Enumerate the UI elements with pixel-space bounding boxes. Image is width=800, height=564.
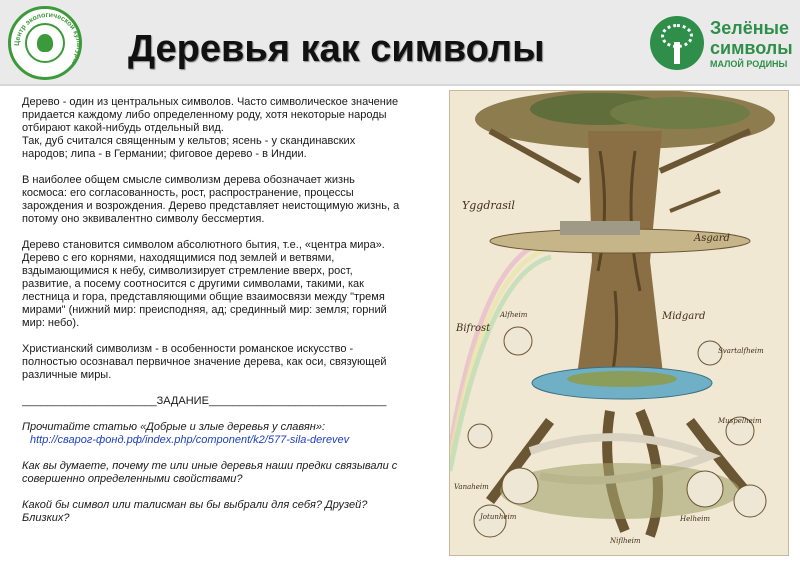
- label-bifrost: Bifrost: [456, 323, 491, 334]
- label-asgard: Asgard: [694, 233, 730, 244]
- yggdrasil-illustration: [449, 90, 789, 556]
- cosmos-paragraph: В наиболее общем смысле символизм дерева обозначает жизнь космоса: его согласованность, рост, распространение, процессы зарождения и возрождения. Дерево представляет неистощимую жизнь, а потому оно эквивалентно символу бессмертия.: [22, 174, 400, 225]
- label-alfheim: Alfheim: [500, 311, 528, 319]
- label-muspelheim: Muspelheim: [718, 417, 762, 425]
- logo-ring-text: Центр экологической культуры: [13, 11, 83, 66]
- brand-line-2: символы: [710, 38, 793, 58]
- article-text: [22, 96, 402, 525]
- christian-paragraph: Христианский символизм - в особенности романское искусство - полностью осознавал первичное значение дерева, как оси, связующей различные миры.: [22, 343, 387, 381]
- intro-paragraph: Дерево - один из центральных символов. Часто символическое значение придается каждому либо определенному роду, хотя некоторые народы отбирают какой-нибудь отдельный вид.: [22, 96, 399, 134]
- page-title: Деревья как символы: [128, 28, 545, 70]
- article-link[interactable]: http://сварог-фонд.рф/index.php/component/k2/577-sila-derevev: [30, 434, 350, 446]
- question-1: Как вы думаете, почему те или иные деревья наши предки связывали с совершенно определенными свойствами?: [22, 460, 398, 485]
- center-of-world-paragraph: Дерево становится символом абсолютного бытия, т.е., «центра мира». Дерево с его корнями, находящимися под землей и ветвями, вздымающимися к небу, символизирует стремление вверх, рост, развитие, а посему соотносится с другими символами, такими, как лестница и гора, представляющими общие взаимосвязи между "тремя мирами" (нижний мир: преисподняя, ад; срединный мир: земля; горний мир: небо).: [22, 239, 387, 329]
- label-helheim: Helheim: [680, 515, 711, 523]
- label-svartalfheim: Svartalfheim: [718, 347, 764, 355]
- leaf-icon: [25, 23, 65, 63]
- label-midgard: Midgard: [662, 311, 706, 322]
- label-vanaheim: Vanaheim: [454, 483, 489, 491]
- tree-icon: [650, 16, 704, 70]
- read-prompt: Прочитайте статью «Добрые и злые деревья у славян»:: [22, 421, 326, 433]
- label-yggdrasil: Yggdrasil: [462, 199, 515, 212]
- label-jotunheim: Jotunheim: [480, 513, 517, 521]
- examples-paragraph: Так, дуб считался священным у кельтов; ясень - у скандинавских народов; липа - в Германии; фиговое дерево - в Индии.: [22, 135, 356, 160]
- brand-line-3: МАЛОЙ РОДИНЫ: [710, 59, 788, 69]
- green-symbols-logo: [650, 16, 793, 74]
- label-niflheim: Niflheim: [610, 537, 641, 545]
- task-divider: ______________________ЗАДАНИЕ_____________________________: [22, 395, 387, 407]
- brand-line-1: Зелёные: [710, 18, 789, 38]
- question-2: Какой бы символ или талисман вы бы выбрали для себя? Друзей? Близких?: [22, 499, 368, 524]
- eco-center-logo: [8, 6, 82, 80]
